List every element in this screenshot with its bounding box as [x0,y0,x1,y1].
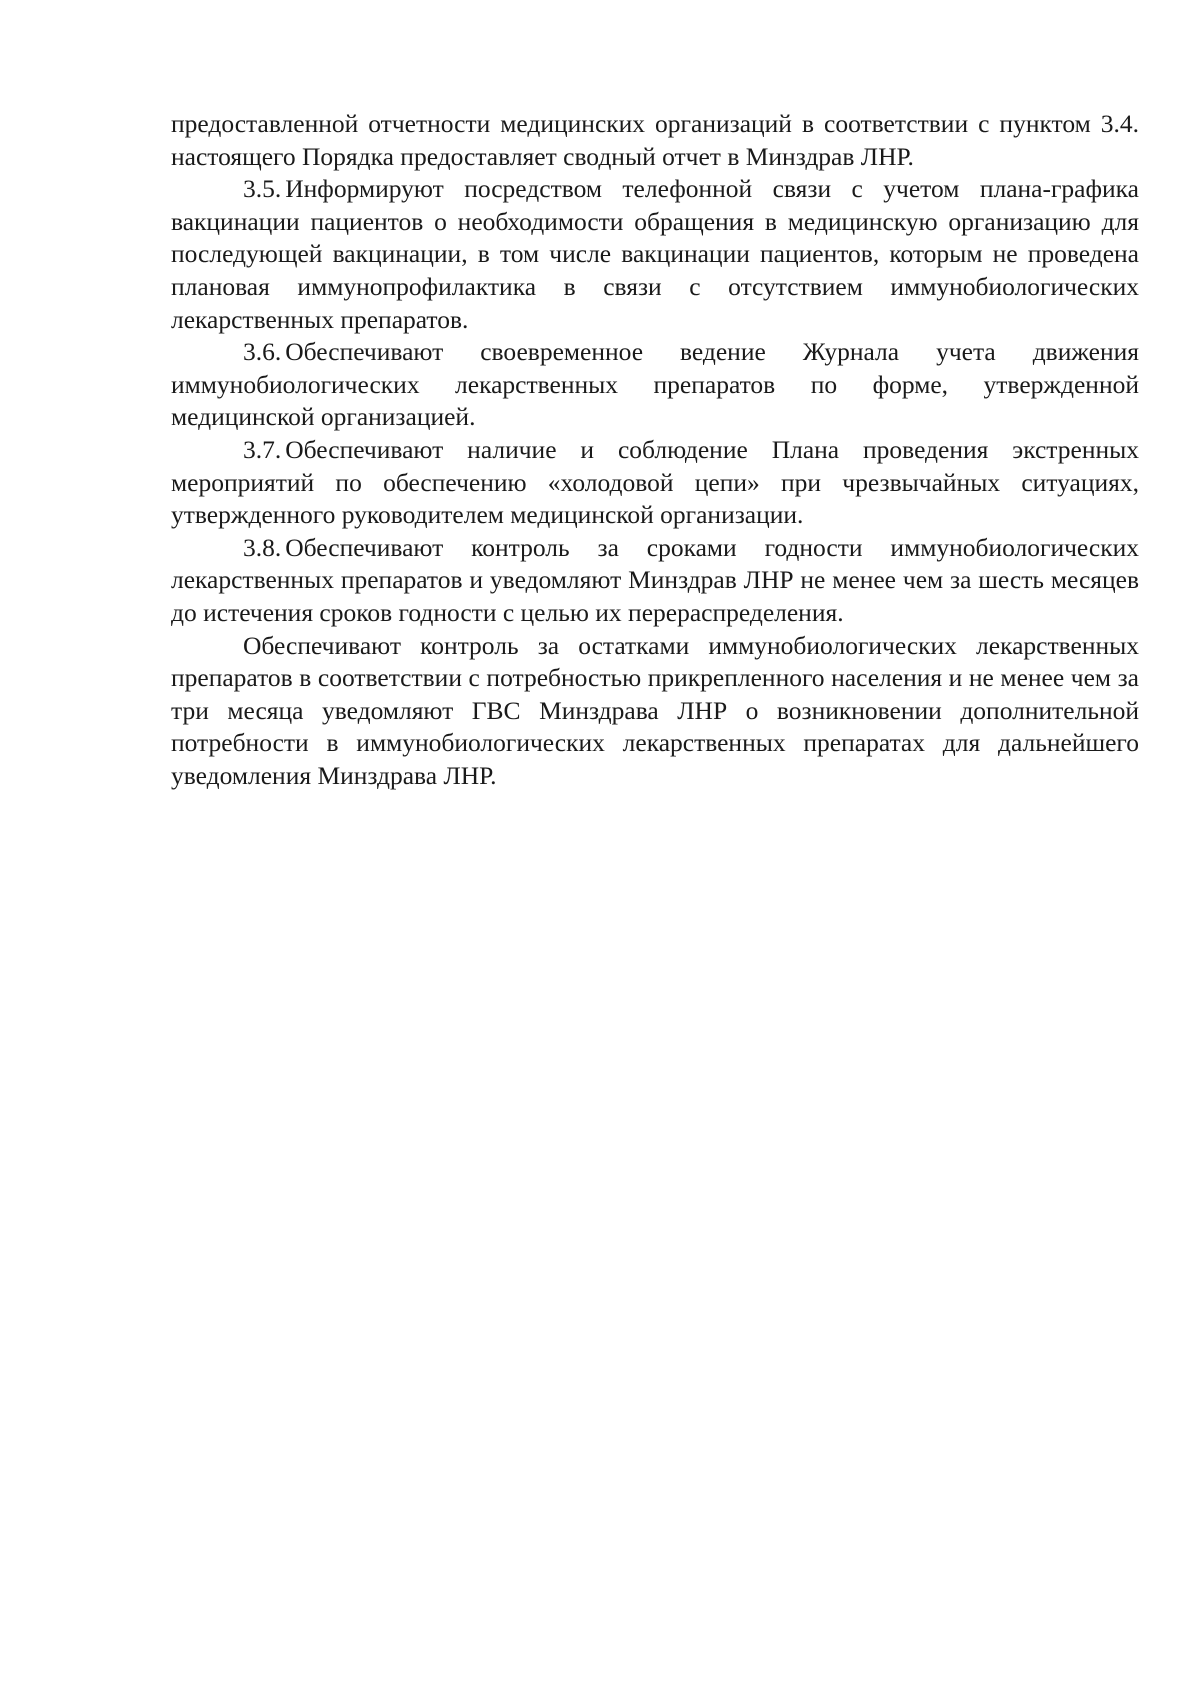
paragraph-text: Обеспечивают своевременное ведение Журнала учета движения иммунобиологических лекарственных препаратов по форме, утвержденной медицинской организацией. [171,337,1139,432]
paragraph-text: предоставленной отчетности медицинских организаций в соответствии с пунктом 3.4. настоящего Порядка предоставляет сводный отчет в Минздрав ЛНР. [171,109,1139,171]
paragraph-number: 3.6. [243,337,282,367]
paragraph-text: Обеспечивают наличие и соблюдение Плана проведения экстренных мероприятий по обеспечению «холодовой цепи» при чрезвычайных ситуациях, утвержденного руководителем медицинской организации. [171,434,1139,530]
paragraph-text: Обеспечивают контроль за сроками годности иммунобиологических лекарственных препаратов и уведомляют Минздрав ЛНР не менее чем за шесть месяцев до истечения сроков годности с целью их перераспределения. [171,532,1139,627]
paragraph-number: 3.8. [243,532,282,562]
paragraph-3-7 [171,434,1139,532]
paragraph-text: Обеспечивают контроль за остатками иммунобиологических лекарственных препаратов в соответствии с потребностью прикрепленного населения и не менее чем за три месяца уведомляют ГВС Минздрава ЛНР о возникновении дополнительной потребности в иммунобиологических лекарственных препаратах для дальнейшего уведомления Минздрава ЛНР. [171,630,1139,790]
paragraph-number: 3.7. [243,434,282,464]
document-body [171,108,1139,792]
paragraph-stock-control [171,630,1139,793]
paragraph-text: Информируют посредством телефонной связи с учетом плана-графика вакцинации пациентов о необходимости обращения в медицинскую организацию для последующей вакцинации, в том числе вакцинации пациентов, которым не проведена плановая иммунопрофилактика в связи с отсутствием иммунобиологических лекарственных препаратов. [171,174,1139,334]
paragraph-3-6 [171,336,1139,434]
paragraph-3-5 [171,173,1139,336]
paragraph-number: 3.5. [243,174,282,204]
paragraph-3-8 [171,532,1139,630]
paragraph-continuation [171,108,1139,173]
